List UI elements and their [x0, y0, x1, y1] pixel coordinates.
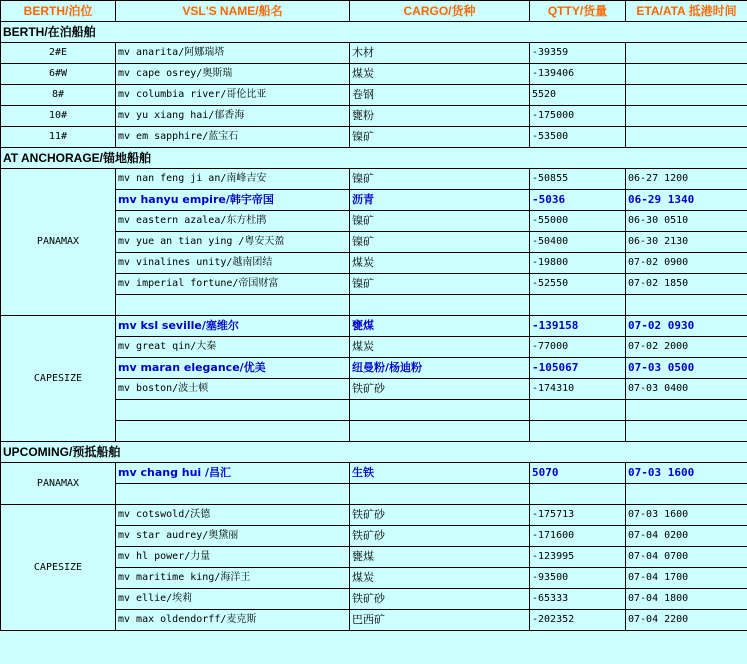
- quantity-cell[interactable]: -139406: [530, 64, 626, 85]
- berth-cell[interactable]: 10#: [1, 106, 116, 127]
- eta-cell[interactable]: 07-04 1800: [626, 589, 747, 610]
- cargo-cell[interactable]: [350, 295, 530, 316]
- berth-cell[interactable]: 2#E: [1, 43, 116, 64]
- berth-cell[interactable]: 8#: [1, 85, 116, 106]
- quantity-cell[interactable]: -93500: [530, 568, 626, 589]
- vessel-name-cell[interactable]: mv boston/波士顿: [116, 379, 350, 400]
- quantity-cell[interactable]: -50855: [530, 169, 626, 190]
- vessel-name-cell[interactable]: mv cape osrey/奥斯瑞: [116, 64, 350, 85]
- table-row: [1, 127, 747, 148]
- cargo-cell[interactable]: 纽曼粉/杨迪粉: [350, 358, 530, 379]
- cargo-cell[interactable]: 卷钢: [350, 85, 530, 106]
- cargo-cell[interactable]: 甕粉: [350, 106, 530, 127]
- eta-cell[interactable]: [626, 64, 747, 85]
- cargo-cell[interactable]: 沥青: [350, 190, 530, 211]
- section-title[interactable]: AT ANCHORAGE/锚地船舶: [1, 148, 747, 169]
- vessel-name-cell[interactable]: mv maritime king/海洋王: [116, 568, 350, 589]
- quantity-cell[interactable]: [530, 484, 626, 505]
- vessel-name-cell[interactable]: mv eastern azalea/东方杜鹃: [116, 211, 350, 232]
- vessel-name-cell[interactable]: mv ellie/埃莉: [116, 589, 350, 610]
- quantity-cell[interactable]: [530, 295, 626, 316]
- eta-cell[interactable]: [626, 295, 747, 316]
- section-row: [1, 442, 747, 463]
- header-berth[interactable]: BERTH/泊位: [1, 1, 116, 22]
- vessel-name-cell[interactable]: [116, 484, 350, 505]
- berth-cell[interactable]: 11#: [1, 127, 116, 148]
- quantity-cell[interactable]: -65333: [530, 589, 626, 610]
- quantity-cell[interactable]: -105067: [530, 358, 626, 379]
- quantity-cell[interactable]: -174310: [530, 379, 626, 400]
- cargo-cell[interactable]: 甕煤: [350, 316, 530, 337]
- quantity-cell[interactable]: -123995: [530, 547, 626, 568]
- table-row: [1, 85, 747, 106]
- eta-cell[interactable]: 07-03 1600: [626, 463, 747, 484]
- quantity-cell[interactable]: -139158: [530, 316, 626, 337]
- vessel-name-cell[interactable]: mv maran elegance/优美: [116, 358, 350, 379]
- vessel-class-cell[interactable]: PANAMAX: [1, 463, 116, 505]
- vessel-name-cell[interactable]: [116, 295, 350, 316]
- quantity-cell[interactable]: -171600: [530, 526, 626, 547]
- eta-cell[interactable]: [626, 85, 747, 106]
- eta-cell[interactable]: 07-03 1600: [626, 505, 747, 526]
- cargo-cell[interactable]: 木材: [350, 43, 530, 64]
- eta-cell[interactable]: 07-02 0930: [626, 316, 747, 337]
- table-body: [1, 1, 747, 631]
- section-title[interactable]: UPCOMING/预抵船舶: [1, 442, 747, 463]
- vessel-class-cell[interactable]: PANAMAX: [1, 169, 116, 316]
- cargo-cell[interactable]: 铁矿砂: [350, 526, 530, 547]
- vessel-name-cell[interactable]: mv star audrey/奥黛丽: [116, 526, 350, 547]
- header-row: [1, 1, 747, 22]
- vessel-class-cell[interactable]: CAPESIZE: [1, 316, 116, 442]
- section-row: [1, 22, 747, 43]
- quantity-cell[interactable]: -19800: [530, 253, 626, 274]
- quantity-cell[interactable]: -50400: [530, 232, 626, 253]
- quantity-cell[interactable]: -53500: [530, 127, 626, 148]
- header-vessel-name[interactable]: VSL'S NAME/船名: [116, 1, 350, 22]
- cargo-cell[interactable]: 铁矿砂: [350, 505, 530, 526]
- vessel-name-cell[interactable]: mv hl power/力量: [116, 547, 350, 568]
- eta-cell[interactable]: 07-04 1700: [626, 568, 747, 589]
- header-quantity[interactable]: QTTY/货量: [530, 1, 626, 22]
- eta-cell[interactable]: 07-02 0900: [626, 253, 747, 274]
- eta-cell[interactable]: 07-03 0500: [626, 358, 747, 379]
- vessel-name-cell[interactable]: mv nan feng ji an/南峰吉安: [116, 169, 350, 190]
- table-row: [1, 463, 747, 484]
- cargo-cell[interactable]: 镍矿: [350, 232, 530, 253]
- eta-cell[interactable]: [626, 106, 747, 127]
- quantity-cell[interactable]: [530, 400, 626, 421]
- eta-cell[interactable]: 07-04 0700: [626, 547, 747, 568]
- eta-cell[interactable]: [626, 127, 747, 148]
- cargo-cell[interactable]: 煤炭: [350, 64, 530, 85]
- quantity-cell[interactable]: -5036: [530, 190, 626, 211]
- table-row: [1, 169, 747, 190]
- vessel-name-cell[interactable]: mv max oldendorff/麦克斯: [116, 610, 350, 631]
- cargo-cell[interactable]: 煤炭: [350, 568, 530, 589]
- vessel-name-cell[interactable]: [116, 421, 350, 442]
- eta-cell[interactable]: 07-02 1850: [626, 274, 747, 295]
- quantity-cell[interactable]: -77000: [530, 337, 626, 358]
- vessel-name-cell[interactable]: mv ksl seville/塞维尔: [116, 316, 350, 337]
- quantity-cell[interactable]: [530, 421, 626, 442]
- vessel-name-cell[interactable]: mv hanyu empire/韩宇帝国: [116, 190, 350, 211]
- vessel-name-cell[interactable]: mv cotswold/沃德: [116, 505, 350, 526]
- cargo-cell[interactable]: 铁矿砂: [350, 379, 530, 400]
- cargo-cell[interactable]: [350, 421, 530, 442]
- eta-cell[interactable]: 06-29 1340: [626, 190, 747, 211]
- vessel-name-cell[interactable]: mv anarita/阿娜瑞塔: [116, 43, 350, 64]
- section-title[interactable]: BERTH/在泊船舶: [1, 22, 747, 43]
- eta-cell[interactable]: 07-02 2000: [626, 337, 747, 358]
- eta-cell[interactable]: [626, 43, 747, 64]
- eta-cell[interactable]: 07-03 0400: [626, 379, 747, 400]
- vessel-class-cell[interactable]: CAPESIZE: [1, 505, 116, 631]
- vessel-name-cell[interactable]: [116, 400, 350, 421]
- table-row: [1, 316, 747, 337]
- cargo-cell[interactable]: 煤炭: [350, 253, 530, 274]
- quantity-cell[interactable]: -175000: [530, 106, 626, 127]
- eta-cell[interactable]: [626, 421, 747, 442]
- quantity-cell[interactable]: -52550: [530, 274, 626, 295]
- cargo-cell[interactable]: 镍矿: [350, 211, 530, 232]
- header-eta[interactable]: ETA/ATA 抵港时间: [626, 1, 747, 22]
- quantity-cell[interactable]: 5520: [530, 85, 626, 106]
- quantity-cell[interactable]: 5070: [530, 463, 626, 484]
- cargo-cell[interactable]: 煤炭: [350, 337, 530, 358]
- vessel-name-cell[interactable]: mv chang hui /昌汇: [116, 463, 350, 484]
- cargo-cell[interactable]: 生铁: [350, 463, 530, 484]
- table-row: [1, 43, 747, 64]
- quantity-cell[interactable]: -175713: [530, 505, 626, 526]
- vessel-name-cell[interactable]: mv vinalines unity/越南团结: [116, 253, 350, 274]
- cargo-cell[interactable]: 巴西矿: [350, 610, 530, 631]
- cargo-cell[interactable]: 镍矿: [350, 127, 530, 148]
- cargo-cell[interactable]: 甕煤: [350, 547, 530, 568]
- eta-cell[interactable]: 06-30 0510: [626, 211, 747, 232]
- section-row: [1, 148, 747, 169]
- vessel-name-cell[interactable]: mv em sapphire/蓝宝石: [116, 127, 350, 148]
- table-row: [1, 106, 747, 127]
- eta-cell[interactable]: 07-04 0200: [626, 526, 747, 547]
- vessel-name-cell[interactable]: mv yue an tian ying /粤安天盈: [116, 232, 350, 253]
- vessel-name-cell[interactable]: mv columbia river/哥伦比亚: [116, 85, 350, 106]
- vessel-name-cell[interactable]: mv great qin/大秦: [116, 337, 350, 358]
- berth-cell[interactable]: 6#W: [1, 64, 116, 85]
- eta-cell[interactable]: 06-27 1200: [626, 169, 747, 190]
- table-row: [1, 64, 747, 85]
- cargo-cell[interactable]: [350, 400, 530, 421]
- cargo-cell[interactable]: 镍矿: [350, 274, 530, 295]
- eta-cell[interactable]: 06-30 2130: [626, 232, 747, 253]
- eta-cell[interactable]: [626, 400, 747, 421]
- vessel-name-cell[interactable]: mv imperial fortune/帝国财富: [116, 274, 350, 295]
- header-cargo[interactable]: CARGO/货种: [350, 1, 530, 22]
- vessel-name-cell[interactable]: mv yu xiang hai/郁香海: [116, 106, 350, 127]
- table-row: [1, 505, 747, 526]
- quantity-cell[interactable]: -202352: [530, 610, 626, 631]
- eta-cell[interactable]: [626, 484, 747, 505]
- cargo-cell[interactable]: 镍矿: [350, 169, 530, 190]
- cargo-cell[interactable]: [350, 484, 530, 505]
- quantity-cell[interactable]: -39359: [530, 43, 626, 64]
- cargo-cell[interactable]: 铁矿砂: [350, 589, 530, 610]
- quantity-cell[interactable]: -55000: [530, 211, 626, 232]
- eta-cell[interactable]: 07-04 2200: [626, 610, 747, 631]
